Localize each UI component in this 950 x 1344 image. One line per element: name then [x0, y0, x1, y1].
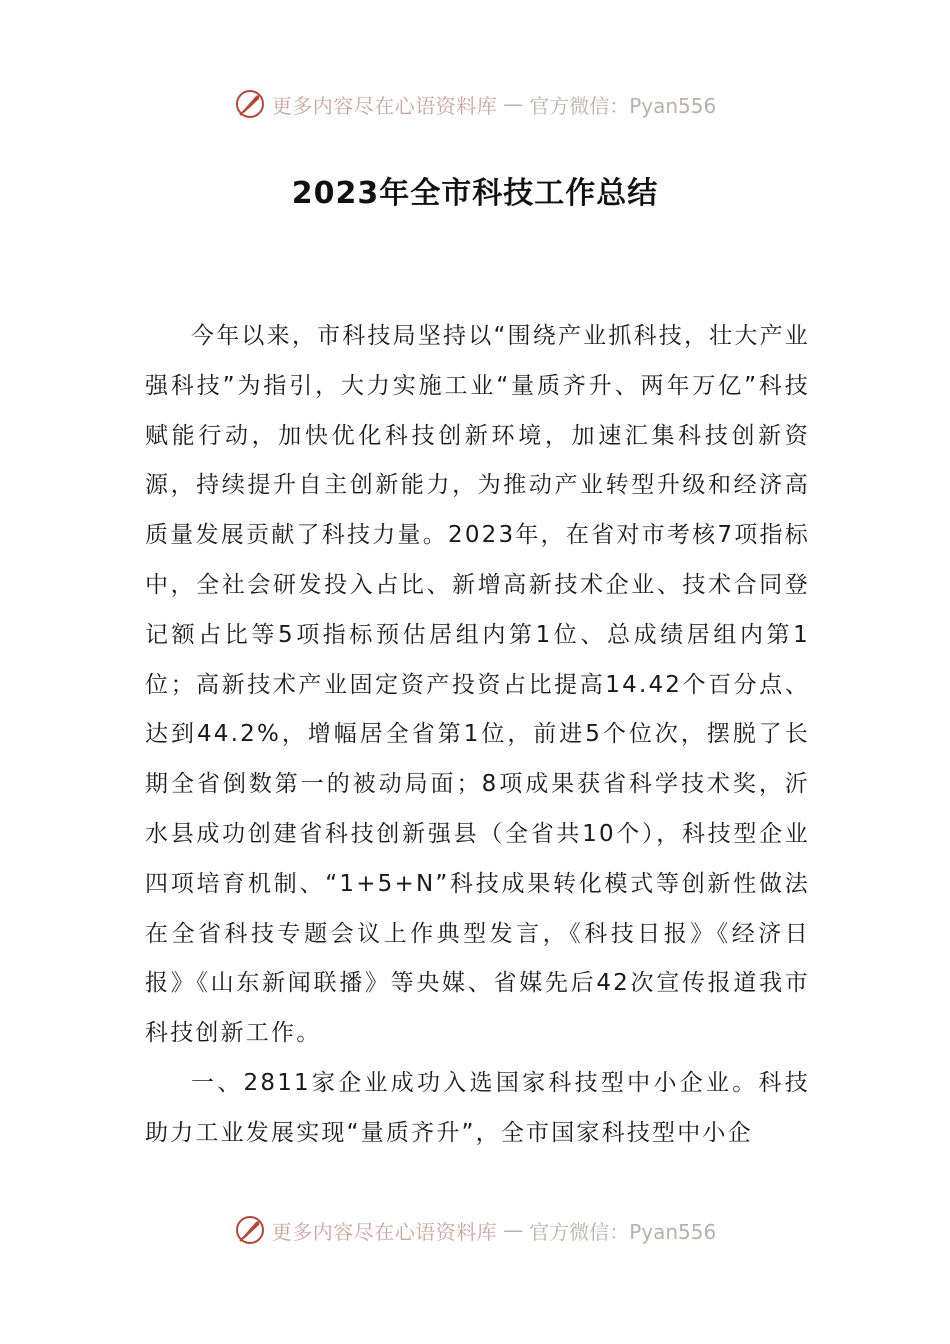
paragraph-section-one: 一、2811家企业成功入选国家科技型中小企业。科技助力工业发展实现“量质齐升”，全市国家科技型中小企: [145, 1069, 810, 1146]
paragraph-intro: 今年以来，市科技局坚持以“围绕产业抓科技，壮大产业强科技”为指引，大力实施工业“量质齐升、两年万亿”科技赋能行动，加快优化科技创新环境，加速汇集科技创新资源，持续提升自主创新能力，为推动产业转型升级和经济高质量发展贡献了科技力量。2023年，在省对市考核7项指标中，全社会研发投入占比、新增高新技术企业、技术合同登记额占比等5项指标预估居组内第1位、总成绩居组内第1位；高新技术产业固定资产投资占比提高14.42个百分点、达到44.2%，增幅居全省第1位，前进5个位次，摆脱了长期全省倒数第一的被动局面；8项成果获省科学技术奖，沂水县成功创建省科技创新强县（全省共10个），科技型企业四项培育机制、“1+5+N”科技成果转化模式等创新性做法在全省科技专题会议上作典型发言，《科技日报》《经济日报》《山东新闻联播》等央媒、省媒先后42次宣传报道我市科技创新工作。: [145, 323, 810, 1047]
document-title: 2023年全市科技工作总结: [291, 176, 659, 211]
watermark-separator: —: [503, 92, 524, 116]
watermark-text: 更多内容尽在心语资料库: [271, 93, 498, 118]
quill-pen-logo-icon: [234, 88, 266, 120]
watermark-wechat: 官方微信：Pyan556: [529, 1219, 717, 1244]
quill-pen-logo-icon: [234, 1214, 266, 1246]
watermark-separator: —: [503, 1218, 524, 1242]
header-watermark: [0, 84, 950, 124]
footer-watermark: [0, 1210, 950, 1250]
document-body: [145, 312, 810, 1159]
watermark-text: 更多内容尽在心语资料库: [271, 1219, 498, 1244]
watermark-wechat: 官方微信：Pyan556: [529, 93, 717, 118]
